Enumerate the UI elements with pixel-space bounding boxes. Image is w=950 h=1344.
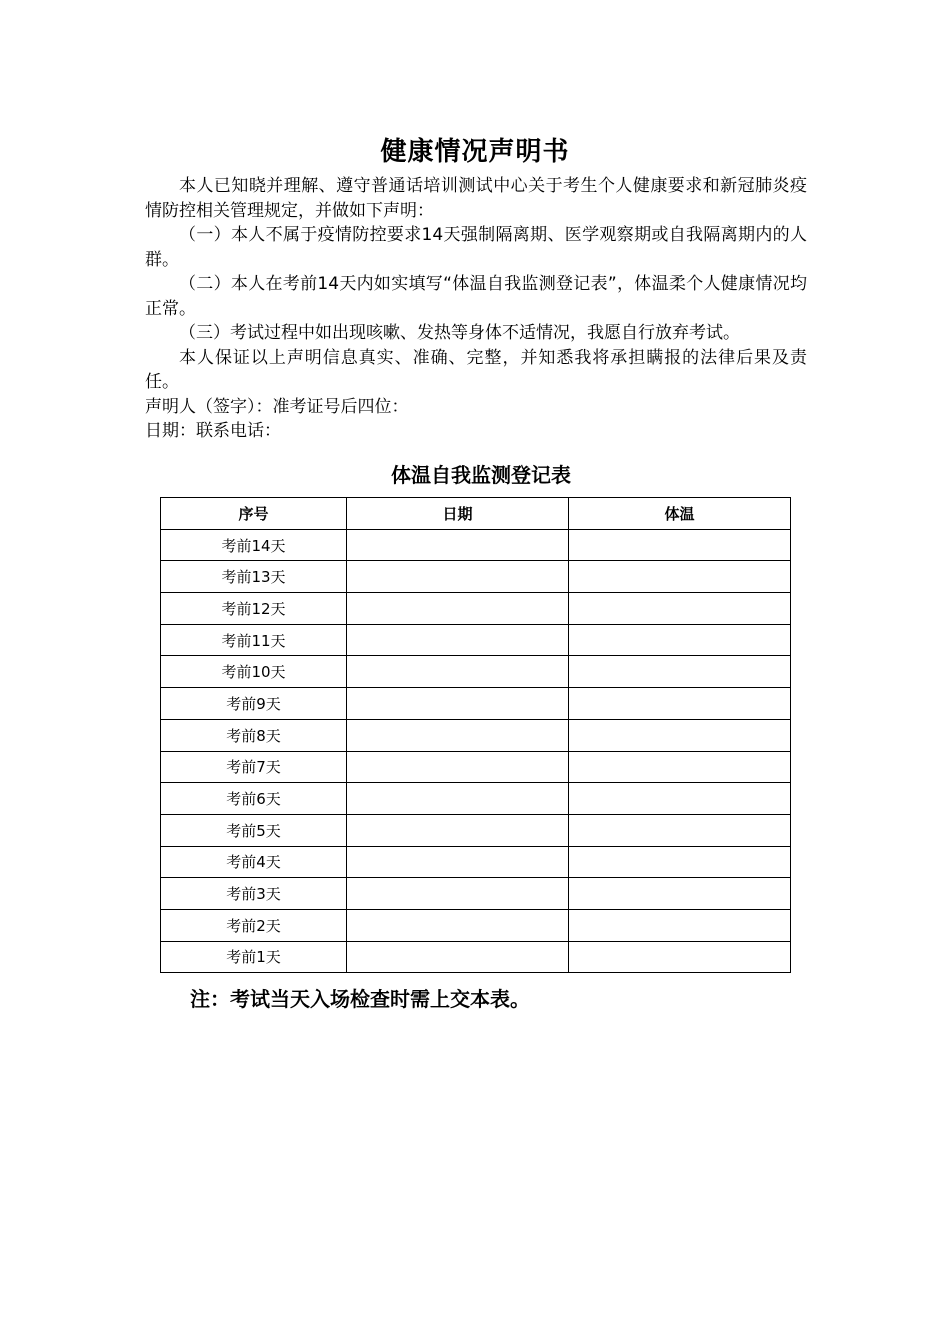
declaration-guarantee: 本人保证以上声明信息真实、准确、完整，并知悉我将承担瞒报的法律后果及责任。 [145,347,807,392]
declaration-item-3: （三）考试过程中如出现咳嗽、发热等身体不适情况，我愿自行放弃考试。 [179,323,740,343]
date-cell [347,719,569,751]
temperature-cell [569,688,791,720]
temperature-cell [569,878,791,910]
row-label: 考前5天 [161,814,347,846]
temperature-cell [569,814,791,846]
date-cell [347,751,569,783]
date-cell [347,941,569,973]
table-row [161,878,791,910]
row-label: 考前4天 [161,846,347,878]
temperature-cell [569,624,791,656]
date-cell [347,561,569,593]
temperature-cell [569,846,791,878]
row-label: 考前13天 [161,561,347,593]
date-cell [347,909,569,941]
row-label: 考前1天 [161,941,347,973]
date-cell [347,656,569,688]
row-label: 考前14天 [161,529,347,561]
table-row [161,719,791,751]
temperature-cell [569,751,791,783]
date-cell [347,529,569,561]
row-label: 考前10天 [161,656,347,688]
row-label: 考前11天 [161,624,347,656]
row-label: 考前6天 [161,783,347,815]
date-cell [347,878,569,910]
table-row [161,624,791,656]
table-row [161,656,791,688]
table-header-row [161,498,791,530]
row-label: 考前3天 [161,878,347,910]
table-row [161,846,791,878]
temperature-cell [569,941,791,973]
table-row [161,529,791,561]
date-cell [347,783,569,815]
column-header-temperature: 体温 [569,498,791,530]
declaration-item-1: （一）本人不属于疫情防控要求14天强制隔离期、医学观察期或自我隔离期内的人群。 [145,225,807,270]
column-header-date: 日期 [347,498,569,530]
document-title: 健康情况声明书 [380,137,570,167]
row-label: 考前7天 [161,751,347,783]
temperature-cell [569,783,791,815]
temperature-cell [569,719,791,751]
table-row [161,941,791,973]
temperature-cell [569,909,791,941]
table-row [161,751,791,783]
declaration-intro: 本人已知晓并理解、遵守普通话培训测试中心关于考生个人健康要求和新冠肺炎疫情防控相关管理规定，并做如下声明： [145,176,807,221]
table-row [161,688,791,720]
temperature-log-table [160,497,791,973]
date-line: 日期：联系电话： [145,421,281,441]
table-row [161,814,791,846]
declaration-item-2: （二）本人在考前14天内如实填写“体温自我监测登记表”，体温柔个人健康情况均正常。 [145,274,807,319]
date-cell [347,814,569,846]
table-row [161,909,791,941]
table-row [161,593,791,625]
signature-line: 声明人（签字）：准考证号后四位： [145,396,409,417]
table-row [161,561,791,593]
date-cell [347,593,569,625]
date-cell [347,624,569,656]
temperature-cell [569,529,791,561]
row-label: 考前8天 [161,719,347,751]
temperature-cell [569,561,791,593]
submission-note: 注：考试当天入场检查时需上交本表。 [190,987,530,1011]
date-cell [347,846,569,878]
table-title: 体温自我监测登记表 [391,463,571,487]
date-cell [347,688,569,720]
temperature-cell [569,656,791,688]
row-label: 考前2天 [161,909,347,941]
row-label: 考前9天 [161,688,347,720]
table-row [161,783,791,815]
temperature-cell [569,593,791,625]
column-header-index: 序号 [161,498,347,530]
declaration-body [145,174,807,444]
row-label: 考前12天 [161,593,347,625]
